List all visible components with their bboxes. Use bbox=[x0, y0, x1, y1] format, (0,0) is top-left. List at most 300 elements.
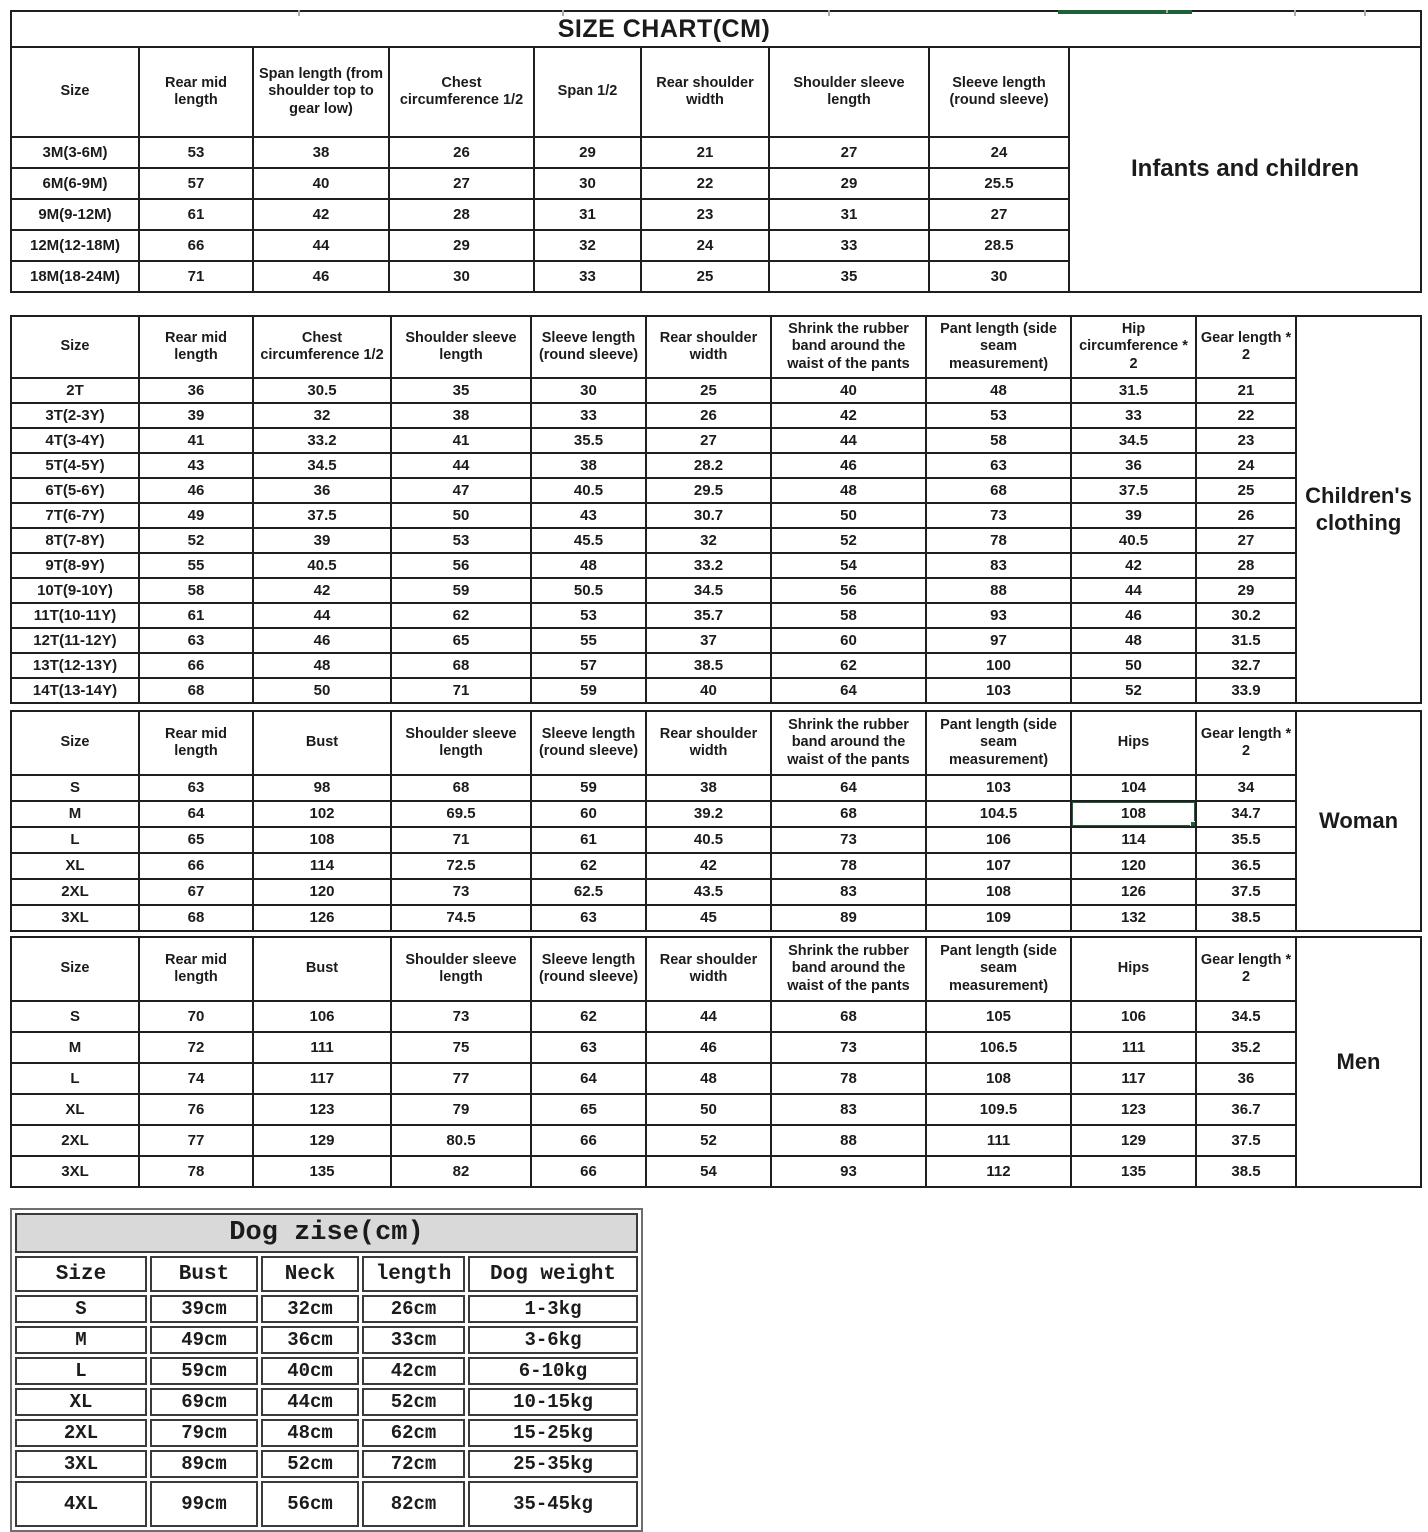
table-cell: 73 bbox=[391, 879, 531, 905]
table-cell: 48 bbox=[1071, 628, 1196, 653]
category-label: Children's clothing bbox=[1296, 316, 1421, 703]
table-cell: 23 bbox=[641, 199, 769, 230]
table-cell: 46 bbox=[253, 261, 389, 292]
table-cell: 41 bbox=[391, 428, 531, 453]
column-header: Gear length * 2 bbox=[1196, 316, 1296, 378]
table-cell: 42 bbox=[646, 853, 771, 879]
table-cell: 42 bbox=[253, 199, 389, 230]
table-cell: 68 bbox=[391, 653, 531, 678]
table-cell: 50 bbox=[253, 678, 391, 703]
children-size-table bbox=[10, 315, 1422, 704]
table-cell: 30 bbox=[389, 261, 534, 292]
table-cell: 48 bbox=[926, 378, 1071, 403]
table-cell: 28 bbox=[1196, 553, 1296, 578]
column-header: Rear shoulder width bbox=[641, 47, 769, 137]
column-header: Chest circumference 1/2 bbox=[389, 47, 534, 137]
table-cell: 39.2 bbox=[646, 801, 771, 827]
table-cell: 23 bbox=[1196, 428, 1296, 453]
table-cell: 75 bbox=[391, 1032, 531, 1063]
table-cell: 32 bbox=[646, 528, 771, 553]
table-cell: 58 bbox=[926, 428, 1071, 453]
table-cell: 39 bbox=[139, 403, 253, 428]
table-cell: 56 bbox=[391, 553, 531, 578]
table-cell: 105 bbox=[926, 1001, 1071, 1032]
table-cell: 36 bbox=[139, 378, 253, 403]
size-row-label: S bbox=[11, 1001, 139, 1032]
table-cell: 67 bbox=[139, 879, 253, 905]
table-cell: 34 bbox=[1196, 775, 1296, 801]
table-cell: 73 bbox=[391, 1001, 531, 1032]
table-cell: 64 bbox=[771, 678, 926, 703]
size-row-label: M bbox=[15, 1326, 147, 1354]
table-cell: 38.5 bbox=[646, 653, 771, 678]
column-header: Rear mid length bbox=[139, 711, 253, 775]
selected-column-indicator bbox=[1058, 10, 1192, 14]
table-cell: 60 bbox=[771, 628, 926, 653]
table-cell: 40.5 bbox=[646, 827, 771, 853]
table-cell: 22 bbox=[641, 168, 769, 199]
table-cell: 69cm bbox=[150, 1388, 258, 1416]
column-header: Hips bbox=[1071, 937, 1196, 1001]
table-cell: 40.5 bbox=[531, 478, 646, 503]
table-cell: 29 bbox=[389, 230, 534, 261]
gridline-tick bbox=[1166, 10, 1168, 13]
size-row-label: 5T(4-5Y) bbox=[11, 453, 139, 478]
dog-table-title: Dog zise(cm) bbox=[15, 1213, 638, 1253]
table-cell: 29 bbox=[534, 137, 641, 168]
table-cell: 42 bbox=[771, 403, 926, 428]
table-cell: 32 bbox=[534, 230, 641, 261]
table-cell: 68 bbox=[139, 678, 253, 703]
table-cell: 59 bbox=[531, 775, 646, 801]
table-cell: 66 bbox=[531, 1125, 646, 1156]
table-cell: 59cm bbox=[150, 1357, 258, 1385]
table-cell: 114 bbox=[253, 853, 391, 879]
table-cell: 58 bbox=[771, 603, 926, 628]
table-cell: 25-35kg bbox=[468, 1450, 638, 1478]
table-cell: 35 bbox=[391, 378, 531, 403]
table-cell: 15-25kg bbox=[468, 1419, 638, 1447]
table-cell: 66 bbox=[139, 853, 253, 879]
table-cell: 29 bbox=[1196, 578, 1296, 603]
table-cell: 106.5 bbox=[926, 1032, 1071, 1063]
table-cell: 129 bbox=[253, 1125, 391, 1156]
table-cell: 108 bbox=[926, 879, 1071, 905]
table-cell: 50 bbox=[391, 503, 531, 528]
table-cell: 63 bbox=[139, 775, 253, 801]
table-cell: 33 bbox=[531, 403, 646, 428]
column-header: Pant length (side seam measurement) bbox=[926, 937, 1071, 1001]
table-cell: 56 bbox=[771, 578, 926, 603]
table-cell: 72cm bbox=[362, 1450, 465, 1478]
table-cell: 38 bbox=[391, 403, 531, 428]
size-row-label: 13T(12-13Y) bbox=[11, 653, 139, 678]
table-cell: 68 bbox=[926, 478, 1071, 503]
table-cell: 46 bbox=[771, 453, 926, 478]
column-header: Pant length (side seam measurement) bbox=[926, 316, 1071, 378]
table-cell: 97 bbox=[926, 628, 1071, 653]
table-cell: 42cm bbox=[362, 1357, 465, 1385]
column-header: Dog weight bbox=[468, 1256, 638, 1292]
size-row-label: 8T(7-8Y) bbox=[11, 528, 139, 553]
table-cell: 106 bbox=[253, 1001, 391, 1032]
table-cell: 57 bbox=[139, 168, 253, 199]
table-cell: 50.5 bbox=[531, 578, 646, 603]
size-row-label: 3M(3-6M) bbox=[11, 137, 139, 168]
table-cell: 52 bbox=[771, 528, 926, 553]
column-header: Span 1/2 bbox=[534, 47, 641, 137]
table-cell: 49 bbox=[139, 503, 253, 528]
table-cell: 111 bbox=[926, 1125, 1071, 1156]
table-cell: 62 bbox=[391, 603, 531, 628]
column-header: Hip circumference * 2 bbox=[1071, 316, 1196, 378]
column-header: Shoulder sleeve length bbox=[391, 711, 531, 775]
table-cell: 68 bbox=[771, 1001, 926, 1032]
table-cell: 65 bbox=[531, 1094, 646, 1125]
table-cell: 44 bbox=[253, 230, 389, 261]
table-cell: 103 bbox=[926, 775, 1071, 801]
column-header: Pant length (side seam measurement) bbox=[926, 711, 1071, 775]
size-row-label: S bbox=[15, 1295, 147, 1323]
table-cell: 27 bbox=[389, 168, 534, 199]
table-cell: 26cm bbox=[362, 1295, 465, 1323]
table-cell: 63 bbox=[531, 905, 646, 931]
column-header: Shrink the rubber band around the waist of the pants bbox=[771, 711, 926, 775]
table-cell: 43.5 bbox=[646, 879, 771, 905]
size-row-label: 3XL bbox=[11, 1156, 139, 1187]
men-size-table bbox=[10, 936, 1422, 1188]
table-cell: 69.5 bbox=[391, 801, 531, 827]
table-cell: 89 bbox=[771, 905, 926, 931]
table-cell: 46 bbox=[646, 1032, 771, 1063]
dog-size-table bbox=[10, 1208, 643, 1532]
column-header: Shoulder sleeve length bbox=[391, 316, 531, 378]
table-cell: 126 bbox=[1071, 879, 1196, 905]
table-cell: 65 bbox=[139, 827, 253, 853]
table-cell: 39cm bbox=[150, 1295, 258, 1323]
table-cell: 25.5 bbox=[929, 168, 1069, 199]
table-cell: 33.2 bbox=[646, 553, 771, 578]
table-cell: 40cm bbox=[261, 1357, 359, 1385]
table-cell: 31.5 bbox=[1071, 378, 1196, 403]
table-cell: 21 bbox=[1196, 378, 1296, 403]
table-cell: 30 bbox=[929, 261, 1069, 292]
column-header: Gear length * 2 bbox=[1196, 711, 1296, 775]
table-cell: 83 bbox=[926, 553, 1071, 578]
table-cell: 35.5 bbox=[1196, 827, 1296, 853]
table-cell: 64 bbox=[771, 775, 926, 801]
table-cell: 109.5 bbox=[926, 1094, 1071, 1125]
size-row-label: 2XL bbox=[11, 879, 139, 905]
table-cell: 25 bbox=[641, 261, 769, 292]
table-cell: 73 bbox=[771, 1032, 926, 1063]
table-cell: 59 bbox=[391, 578, 531, 603]
table-cell: 30 bbox=[531, 378, 646, 403]
table-cell: 123 bbox=[253, 1094, 391, 1125]
table-cell: 99cm bbox=[150, 1481, 258, 1527]
table-cell: 108 bbox=[253, 827, 391, 853]
table-cell: 77 bbox=[391, 1063, 531, 1094]
table-cell: 49cm bbox=[150, 1326, 258, 1354]
table-cell: 135 bbox=[253, 1156, 391, 1187]
table-cell: 53 bbox=[531, 603, 646, 628]
column-header: Neck bbox=[261, 1256, 359, 1292]
table-cell: 68 bbox=[139, 905, 253, 931]
size-row-label: 4XL bbox=[15, 1481, 147, 1527]
column-header: Bust bbox=[253, 711, 391, 775]
table-cell: 37 bbox=[646, 628, 771, 653]
table-cell: 112 bbox=[926, 1156, 1071, 1187]
table-cell: 38 bbox=[646, 775, 771, 801]
table-cell: 93 bbox=[771, 1156, 926, 1187]
table-cell: 26 bbox=[646, 403, 771, 428]
infants-size-table bbox=[10, 10, 1422, 293]
table-cell: 117 bbox=[253, 1063, 391, 1094]
size-row-label: XL bbox=[11, 853, 139, 879]
table-cell: 45.5 bbox=[531, 528, 646, 553]
table-cell: 38 bbox=[253, 137, 389, 168]
table-cell: 100 bbox=[926, 653, 1071, 678]
column-header: Rear mid length bbox=[139, 937, 253, 1001]
table-cell: 29 bbox=[769, 168, 929, 199]
table-cell: 60 bbox=[531, 801, 646, 827]
table-cell: 30 bbox=[534, 168, 641, 199]
size-row-label: 2XL bbox=[15, 1419, 147, 1447]
table-cell: 33 bbox=[769, 230, 929, 261]
table-cell: 62cm bbox=[362, 1419, 465, 1447]
table-cell: 32 bbox=[253, 403, 391, 428]
column-header: Shrink the rubber band around the waist of the pants bbox=[771, 937, 926, 1001]
table-cell: 62 bbox=[771, 653, 926, 678]
table-cell: 41 bbox=[139, 428, 253, 453]
table-cell: 29.5 bbox=[646, 478, 771, 503]
size-row-label: 3XL bbox=[15, 1450, 147, 1478]
table-cell: 104.5 bbox=[926, 801, 1071, 827]
gridline-tick bbox=[1294, 10, 1296, 16]
table-cell: 72 bbox=[139, 1032, 253, 1063]
table-cell: 79cm bbox=[150, 1419, 258, 1447]
table-cell: 55 bbox=[139, 553, 253, 578]
column-header: Rear shoulder width bbox=[646, 316, 771, 378]
table-cell: 103 bbox=[926, 678, 1071, 703]
column-header: Bust bbox=[253, 937, 391, 1001]
table-cell: 88 bbox=[926, 578, 1071, 603]
table-cell: 44 bbox=[253, 603, 391, 628]
table-cell: 35 bbox=[769, 261, 929, 292]
table-cell: 126 bbox=[253, 905, 391, 931]
table-cell: 36cm bbox=[261, 1326, 359, 1354]
table-cell: 34.5 bbox=[253, 453, 391, 478]
table-cell: 36 bbox=[253, 478, 391, 503]
table-cell: 58 bbox=[139, 578, 253, 603]
table-cell: 28.5 bbox=[929, 230, 1069, 261]
size-row-label: XL bbox=[15, 1388, 147, 1416]
table-cell: 74 bbox=[139, 1063, 253, 1094]
column-header: Size bbox=[11, 937, 139, 1001]
size-row-label: 9M(9-12M) bbox=[11, 199, 139, 230]
column-header: Size bbox=[11, 316, 139, 378]
size-row-label: 11T(10-11Y) bbox=[11, 603, 139, 628]
table-cell: 61 bbox=[139, 603, 253, 628]
size-row-label: 2XL bbox=[11, 1125, 139, 1156]
table-cell: 109 bbox=[926, 905, 1071, 931]
table-cell: 62.5 bbox=[531, 879, 646, 905]
table-cell: 80.5 bbox=[391, 1125, 531, 1156]
table-cell: 93 bbox=[926, 603, 1071, 628]
size-row-label: 6M(6-9M) bbox=[11, 168, 139, 199]
table-cell: 98 bbox=[253, 775, 391, 801]
active-cell-selection bbox=[1071, 801, 1196, 827]
table-cell: 26 bbox=[1196, 503, 1296, 528]
table-cell: 63 bbox=[531, 1032, 646, 1063]
table-cell: 34.5 bbox=[646, 578, 771, 603]
column-header: Shoulder sleeve length bbox=[769, 47, 929, 137]
size-row-label: 12T(11-12Y) bbox=[11, 628, 139, 653]
column-header: Gear length * 2 bbox=[1196, 937, 1296, 1001]
table-cell: 38.5 bbox=[1196, 905, 1296, 931]
gridline-tick bbox=[298, 10, 300, 16]
table-cell: 28 bbox=[389, 199, 534, 230]
table-cell: 78 bbox=[771, 853, 926, 879]
table-cell: 37.5 bbox=[1071, 478, 1196, 503]
size-row-label: 3T(2-3Y) bbox=[11, 403, 139, 428]
table-cell: 73 bbox=[926, 503, 1071, 528]
table-cell: 34.7 bbox=[1196, 801, 1296, 827]
column-header: Rear mid length bbox=[139, 316, 253, 378]
column-header: Rear shoulder width bbox=[646, 937, 771, 1001]
table-cell: 32.7 bbox=[1196, 653, 1296, 678]
table-cell: 54 bbox=[646, 1156, 771, 1187]
table-cell: 36.7 bbox=[1196, 1094, 1296, 1125]
table-cell: 40.5 bbox=[253, 553, 391, 578]
size-row-label: XL bbox=[11, 1094, 139, 1125]
table-cell: 40 bbox=[253, 168, 389, 199]
table-cell: 35.2 bbox=[1196, 1032, 1296, 1063]
table-cell: 44 bbox=[1071, 578, 1196, 603]
table-cell: 53 bbox=[926, 403, 1071, 428]
table-cell: 59 bbox=[531, 678, 646, 703]
table-cell: 123 bbox=[1071, 1094, 1196, 1125]
column-header: Span length (from shoulder top to gear low) bbox=[253, 47, 389, 137]
gridline-tick bbox=[1364, 10, 1366, 16]
table-cell: 78 bbox=[139, 1156, 253, 1187]
table-cell: 52 bbox=[1071, 678, 1196, 703]
table-cell: 24 bbox=[929, 137, 1069, 168]
table-cell: 54 bbox=[771, 553, 926, 578]
table-cell: 72.5 bbox=[391, 853, 531, 879]
table-cell: 104 bbox=[1071, 775, 1196, 801]
table-cell: 40 bbox=[771, 378, 926, 403]
table-cell: 66 bbox=[531, 1156, 646, 1187]
table-cell: 108 bbox=[926, 1063, 1071, 1094]
table-cell: 24 bbox=[1196, 453, 1296, 478]
size-row-label: 12M(12-18M) bbox=[11, 230, 139, 261]
table-cell: 135 bbox=[1071, 1156, 1196, 1187]
table-cell: 46 bbox=[1071, 603, 1196, 628]
table-cell: 25 bbox=[1196, 478, 1296, 503]
size-row-label: 3XL bbox=[11, 905, 139, 931]
size-row-label: L bbox=[11, 1063, 139, 1094]
table-cell: 71 bbox=[391, 827, 531, 853]
table-cell: 34.5 bbox=[1071, 428, 1196, 453]
table-cell: 35.5 bbox=[531, 428, 646, 453]
table-cell: 33 bbox=[534, 261, 641, 292]
table-cell: 30.7 bbox=[646, 503, 771, 528]
table-cell: 117 bbox=[1071, 1063, 1196, 1094]
table-cell: 38 bbox=[531, 453, 646, 478]
table-cell: 44 bbox=[771, 428, 926, 453]
table-cell: 48 bbox=[253, 653, 391, 678]
table-cell: 48cm bbox=[261, 1419, 359, 1447]
selection-fill-handle[interactable] bbox=[1190, 821, 1196, 827]
column-header: Hips bbox=[1071, 711, 1196, 775]
table-cell: 40 bbox=[646, 678, 771, 703]
table-cell: 65 bbox=[391, 628, 531, 653]
table-cell: 44 bbox=[391, 453, 531, 478]
table-cell: 62 bbox=[531, 853, 646, 879]
column-header: Shoulder sleeve length bbox=[391, 937, 531, 1001]
table-cell: 68 bbox=[391, 775, 531, 801]
table-cell: 27 bbox=[769, 137, 929, 168]
table-cell: 107 bbox=[926, 853, 1071, 879]
table-cell: 48 bbox=[646, 1063, 771, 1094]
column-header: Sleeve length (round sleeve) bbox=[531, 316, 646, 378]
table-cell: 36.5 bbox=[1196, 853, 1296, 879]
table-cell: 52cm bbox=[261, 1450, 359, 1478]
table-cell: 108 bbox=[1071, 801, 1196, 827]
table-cell: 111 bbox=[253, 1032, 391, 1063]
woman-size-table bbox=[10, 710, 1422, 932]
table-cell: 30.2 bbox=[1196, 603, 1296, 628]
table-cell: 66 bbox=[139, 230, 253, 261]
table-cell: 102 bbox=[253, 801, 391, 827]
table-cell: 48 bbox=[531, 553, 646, 578]
table-cell: 50 bbox=[1071, 653, 1196, 678]
table-cell: 71 bbox=[139, 261, 253, 292]
table-cell: 74.5 bbox=[391, 905, 531, 931]
category-label: Infants and children bbox=[1069, 47, 1421, 292]
table-cell: 37.5 bbox=[1196, 1125, 1296, 1156]
size-row-label: 10T(9-10Y) bbox=[11, 578, 139, 603]
table-cell: 52 bbox=[646, 1125, 771, 1156]
table-cell: 79 bbox=[391, 1094, 531, 1125]
column-header: Sleeve length (round sleeve) bbox=[531, 711, 646, 775]
table-cell: 66 bbox=[139, 653, 253, 678]
table-cell: 82cm bbox=[362, 1481, 465, 1527]
table-cell: 24 bbox=[641, 230, 769, 261]
column-header: Sleeve length (round sleeve) bbox=[531, 937, 646, 1001]
table-cell: 42 bbox=[253, 578, 391, 603]
column-header: Size bbox=[11, 711, 139, 775]
table-cell: 50 bbox=[771, 503, 926, 528]
table-cell: 34.5 bbox=[1196, 1001, 1296, 1032]
table-cell: 36 bbox=[1071, 453, 1196, 478]
table-cell: 28.2 bbox=[646, 453, 771, 478]
table-cell: 61 bbox=[531, 827, 646, 853]
table-cell: 32cm bbox=[261, 1295, 359, 1323]
table-cell: 39 bbox=[253, 528, 391, 553]
table-cell: 132 bbox=[1071, 905, 1196, 931]
table-cell: 31 bbox=[769, 199, 929, 230]
table-cell: 53 bbox=[391, 528, 531, 553]
table-cell: 52cm bbox=[362, 1388, 465, 1416]
size-row-label: 9T(8-9Y) bbox=[11, 553, 139, 578]
table-cell: 52 bbox=[139, 528, 253, 553]
table-cell: 48 bbox=[771, 478, 926, 503]
table-cell: 76 bbox=[139, 1094, 253, 1125]
table-cell: 50 bbox=[646, 1094, 771, 1125]
table-cell: 78 bbox=[926, 528, 1071, 553]
